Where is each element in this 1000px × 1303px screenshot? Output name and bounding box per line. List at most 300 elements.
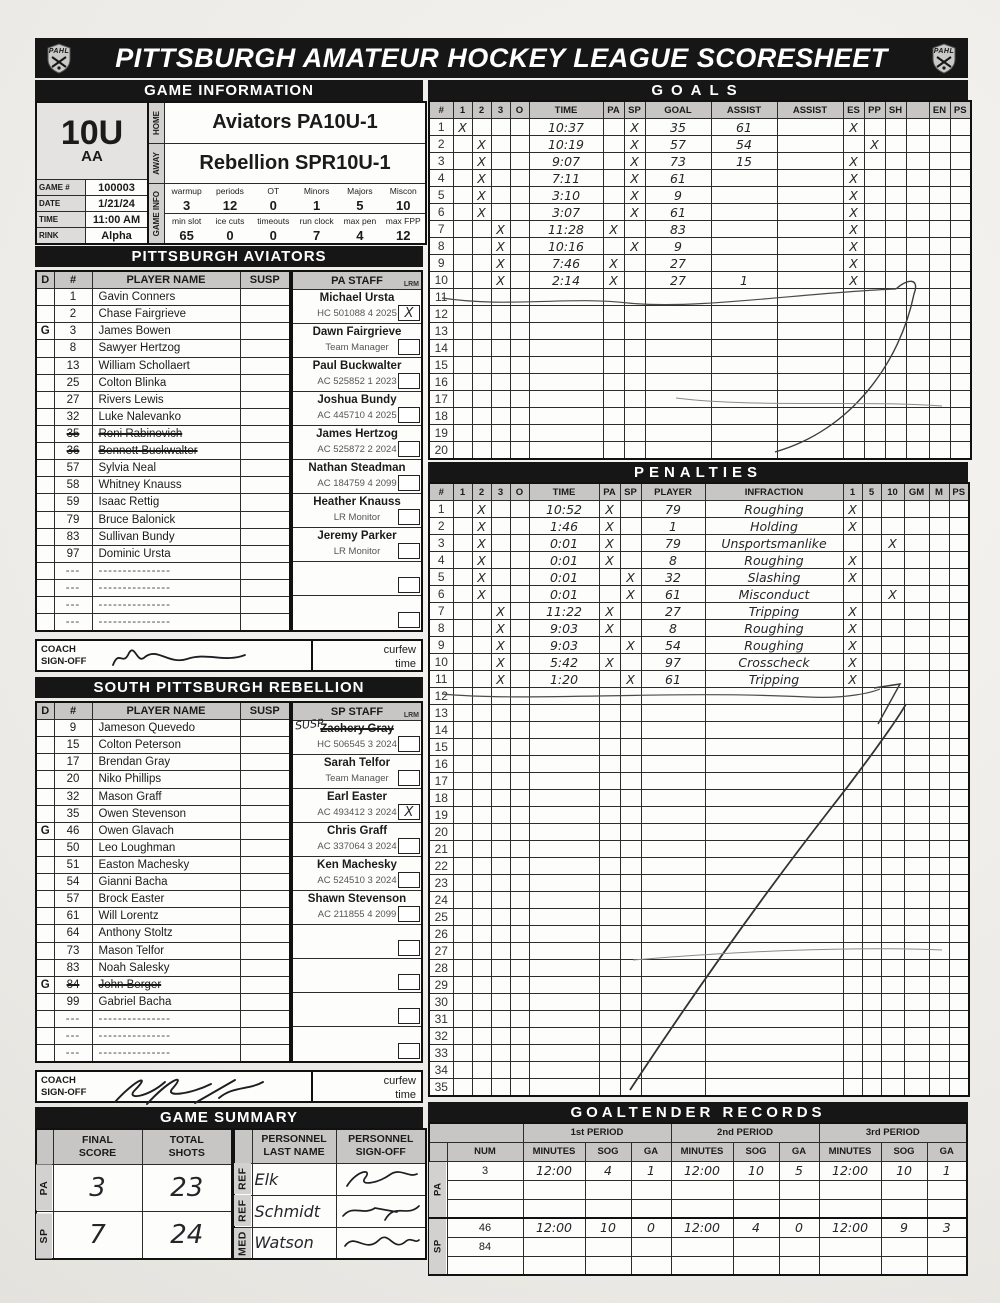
infraction: [705, 926, 843, 943]
assist-2: [777, 238, 843, 255]
penalized-player: [641, 1011, 705, 1028]
player-number: 51: [54, 856, 92, 873]
goals-col-EN: EN: [929, 101, 950, 119]
sp-total-shots: 24: [142, 1212, 232, 1259]
player-name: John Berger: [92, 976, 240, 993]
gt-value: [881, 1199, 927, 1218]
duration-m-mark: [929, 535, 949, 552]
coach-signature: [107, 641, 267, 673]
pa-mark: [599, 756, 620, 773]
player-number: 79: [54, 511, 92, 528]
assist-2: [777, 187, 843, 204]
assist-2: [777, 119, 843, 136]
section-title: GOALTENDER RECORDS: [570, 1104, 826, 1121]
es-mark: X: [843, 153, 864, 170]
game-rule-value: 1: [312, 197, 321, 213]
corner-cell: [429, 1142, 447, 1161]
player-name: ---------------: [92, 1045, 240, 1062]
lrm-checkbox: [398, 305, 420, 321]
game-rule-label: run clock: [299, 215, 334, 226]
goal-scorer: 9: [645, 187, 711, 204]
spacer-cell: [906, 442, 929, 459]
penalty-row-number: 35: [429, 1079, 453, 1096]
period-2-mark: [472, 442, 491, 459]
pp-mark: [864, 323, 885, 340]
staff-entry: [293, 789, 421, 823]
pa-mark: [599, 875, 620, 892]
staff-name: Ken Machesky: [317, 859, 397, 871]
es-mark: [843, 408, 864, 425]
pa-mark: [603, 391, 624, 408]
penalized-player: [641, 1028, 705, 1045]
curfew-time-cell: curfew time: [311, 1070, 423, 1103]
goalie-mark: [36, 289, 54, 306]
duration-5-mark: [862, 552, 881, 569]
duration-m-mark: [929, 1079, 949, 1096]
period3-header: 3rd PERIOD: [819, 1123, 967, 1142]
duration-m-mark: [929, 586, 949, 603]
goal-time: [529, 408, 603, 425]
goal-row: [429, 340, 971, 357]
aviators-roster: [35, 270, 423, 632]
coach-signoff-cell: [35, 639, 311, 672]
infraction: Holding: [705, 518, 843, 535]
ps-mark: [950, 153, 971, 170]
goal-row-number: 3: [429, 153, 453, 170]
penalized-player: [641, 858, 705, 875]
spacer-cell: [906, 391, 929, 408]
pa-mark: [603, 323, 624, 340]
duration-1-mark: X: [843, 569, 862, 586]
penalized-player: [641, 756, 705, 773]
pa-mark: [599, 858, 620, 875]
aviators-staff-header: PA STAFF LRM: [293, 272, 421, 290]
section-title: GAME INFORMATION: [144, 82, 314, 99]
goal-scorer: [645, 374, 711, 391]
section-title: GAME SUMMARY: [159, 1109, 299, 1126]
duration-10-mark: [881, 756, 904, 773]
assist-1: [711, 340, 777, 357]
pa-mark: [603, 204, 624, 221]
pa-mark: [603, 425, 624, 442]
penalized-player: [641, 994, 705, 1011]
sh-mark: [885, 255, 906, 272]
period-3-mark: X: [491, 603, 510, 620]
penalty-row: [429, 1079, 969, 1096]
infraction: [705, 824, 843, 841]
duration-10-mark: [881, 994, 904, 1011]
penalty-row: [429, 603, 969, 620]
home-team-band: [149, 103, 425, 144]
infraction: [705, 1062, 843, 1079]
goal-row: [429, 119, 971, 136]
col-susp: SUSP: [240, 271, 290, 289]
goal-row-number: 14: [429, 340, 453, 357]
duration-5-mark: [862, 790, 881, 807]
en-mark: [929, 221, 950, 238]
sp-mark: [620, 773, 641, 790]
pp-mark: [864, 204, 885, 221]
ps-mark: [950, 272, 971, 289]
duration-10-mark: [881, 858, 904, 875]
penalty-time: [529, 1011, 599, 1028]
duration-gm-mark: [904, 858, 929, 875]
period-1-mark: [453, 272, 472, 289]
duration-m-mark: [929, 858, 949, 875]
pa-mark: [599, 1011, 620, 1028]
en-mark: [929, 408, 950, 425]
ps-mark: [950, 306, 971, 323]
penalties-col-GM: GM: [904, 483, 929, 501]
duration-1-mark: [843, 841, 862, 858]
assist-2: [777, 391, 843, 408]
duration-m-mark: [929, 926, 949, 943]
period-2-mark: [472, 977, 491, 994]
period-1-mark: [453, 136, 472, 153]
ps-mark: [950, 170, 971, 187]
overtime-mark: [510, 943, 529, 960]
ps-mark: [950, 221, 971, 238]
period-1-mark: [453, 569, 472, 586]
penalty-row-number: 27: [429, 943, 453, 960]
staff-entry: [293, 562, 421, 596]
penalty-row-number: 34: [429, 1062, 453, 1079]
penalties-col-O: O: [510, 483, 529, 501]
duration-gm-mark: [904, 1028, 929, 1045]
pa-mark: [603, 340, 624, 357]
penalty-time: 5:42: [529, 654, 599, 671]
player-number: 15: [54, 737, 92, 754]
ps-mark: [950, 136, 971, 153]
duration-m-mark: [929, 824, 949, 841]
referee-signature: [339, 1198, 423, 1224]
goal-row-number: 16: [429, 374, 453, 391]
staff-role: LR Monitor: [333, 512, 381, 523]
gt-value: [927, 1199, 967, 1218]
col-num: #: [54, 702, 92, 720]
staff-entry: [293, 891, 421, 925]
pa-mark: [603, 136, 624, 153]
sp-mark: [620, 790, 641, 807]
period-2-mark: X: [472, 518, 491, 535]
penalty-row-number: 7: [429, 603, 453, 620]
player-number: 20: [54, 771, 92, 788]
roster-row: [36, 374, 290, 391]
goals-col-blank: [906, 101, 929, 119]
goals-col-O: O: [510, 101, 529, 119]
game-rule-value: 0: [269, 197, 277, 213]
goal-scorer: [645, 408, 711, 425]
goal-row: [429, 204, 971, 221]
period-1-mark: [453, 960, 472, 977]
sp-mark: [624, 357, 645, 374]
goals-col-ES: ES: [843, 101, 864, 119]
goalie-number: 46: [447, 1218, 523, 1237]
pa-final-score: 3: [53, 1164, 142, 1211]
player-number: 61: [54, 908, 92, 925]
overtime-mark: [510, 671, 529, 688]
period-1-mark: [453, 739, 472, 756]
player-name: Noah Salesky: [92, 959, 240, 976]
spacer-cell: [906, 289, 929, 306]
goal-row-number: 13: [429, 323, 453, 340]
duration-gm-mark: [904, 926, 929, 943]
goalie-mark: [36, 545, 54, 562]
staff-name: Earl Easter: [326, 791, 388, 803]
duration-gm-mark: [904, 824, 929, 841]
period-3-mark: [491, 119, 510, 136]
en-mark: [929, 170, 950, 187]
section-title: GOALS: [651, 82, 745, 99]
en-mark: [929, 255, 950, 272]
penalty-row-number: 13: [429, 705, 453, 722]
gt-value: [881, 1237, 927, 1256]
penalties-col-PLAYER: PLAYER: [641, 483, 705, 501]
duration-1-mark: [843, 756, 862, 773]
susp-cell: [240, 993, 290, 1010]
gt-value: [881, 1256, 927, 1275]
pa-mark: [603, 153, 624, 170]
goalie-mark: [36, 805, 54, 822]
susp-cell: [240, 477, 290, 494]
duration-10-mark: [881, 977, 904, 994]
col-name: PLAYER NAME: [92, 271, 240, 289]
penalties-col-TIME: TIME: [529, 483, 599, 501]
staff-entry: [293, 290, 421, 324]
lrm-checkbox: [398, 804, 420, 820]
gt-value: 12:00: [819, 1161, 881, 1180]
duration-gm-mark: [904, 1079, 929, 1096]
duration-5-mark: [862, 1079, 881, 1096]
duration-m-mark: [929, 501, 949, 518]
en-mark: [929, 425, 950, 442]
goal-row-number: 7: [429, 221, 453, 238]
spacer-cell: [906, 272, 929, 289]
susp-cell: [240, 959, 290, 976]
sp-mark: X: [624, 136, 645, 153]
period-1-mark: X: [453, 119, 472, 136]
roster-row: [36, 925, 290, 942]
goal-time: [529, 306, 603, 323]
medical-signature: [339, 1230, 423, 1256]
period-1-mark: [453, 204, 472, 221]
goalie-mark: G: [36, 323, 54, 340]
penalized-player: [641, 773, 705, 790]
es-mark: [843, 374, 864, 391]
period-2-mark: X: [472, 501, 491, 518]
title-bar: [35, 38, 968, 78]
sp-mark: [624, 391, 645, 408]
en-mark: [929, 272, 950, 289]
duration-ps-mark: [949, 739, 969, 756]
period-1-mark: [453, 1062, 472, 1079]
goalie-mark: [36, 737, 54, 754]
goal-row-number: 11: [429, 289, 453, 306]
penalized-player: [641, 943, 705, 960]
duration-10-mark: [881, 1079, 904, 1096]
pa-mark: X: [599, 620, 620, 637]
gt-value: [927, 1237, 967, 1256]
duration-gm-mark: [904, 756, 929, 773]
gt-value: [779, 1256, 819, 1275]
period-1-mark: [453, 289, 472, 306]
period-1-mark: [453, 535, 472, 552]
penalty-row-number: 1: [429, 501, 453, 518]
duration-1-mark: X: [843, 671, 862, 688]
sp-mark: X: [624, 187, 645, 204]
sp-mark: [620, 1079, 641, 1096]
duration-5-mark: [862, 977, 881, 994]
period-3-mark: [491, 824, 510, 841]
period-2-mark: [472, 119, 491, 136]
duration-gm-mark: [904, 1045, 929, 1062]
lrm-checkbox: [398, 872, 420, 888]
period-1-mark: [453, 374, 472, 391]
period-3-mark: X: [491, 654, 510, 671]
susp-cell: [240, 822, 290, 839]
penalties-col-1: 1: [453, 483, 472, 501]
goal-time: [529, 425, 603, 442]
player-name: Anthony Stoltz: [92, 925, 240, 942]
game-rule-label: ice cuts: [215, 215, 245, 226]
personnel-name-col: PERSONNEL LAST NAME: [252, 1129, 336, 1163]
penalty-row: [429, 620, 969, 637]
infraction: Roughing: [705, 620, 843, 637]
period-1-mark: [453, 603, 472, 620]
roster-row: [36, 1028, 290, 1045]
penalty-row-number: 12: [429, 688, 453, 705]
player-number: 36: [54, 443, 92, 460]
sp-mark: [620, 943, 641, 960]
duration-5-mark: [862, 569, 881, 586]
penalty-row: [429, 994, 969, 1011]
player-name: Chase Fairgrieve: [92, 306, 240, 323]
duration-1-mark: [843, 858, 862, 875]
col-d: D: [36, 702, 54, 720]
duration-gm-mark: [904, 654, 929, 671]
staff-entry: [293, 392, 421, 426]
duration-10-mark: [881, 960, 904, 977]
goal-scorer: 57: [645, 136, 711, 153]
player-name: Bruce Balonick: [92, 511, 240, 528]
rink-row: [37, 228, 147, 243]
period-1-mark: [453, 637, 472, 654]
roster-row: [36, 425, 290, 442]
game-rule-label: timeouts: [257, 215, 290, 226]
staff-entry: [293, 755, 421, 789]
goal-time: 9:07: [529, 153, 603, 170]
player-name: ---------------: [92, 614, 240, 631]
staff-entry: [293, 494, 421, 528]
pp-mark: [864, 425, 885, 442]
pa-mark: [599, 688, 620, 705]
player-number: 84: [54, 976, 92, 993]
ref2-signature-cell: [336, 1195, 426, 1227]
penalty-time: [529, 1062, 599, 1079]
pa-mark: [599, 960, 620, 977]
pa-mark: X: [599, 501, 620, 518]
overtime-mark: [510, 119, 529, 136]
gt-value: [779, 1199, 819, 1218]
susp-cell: [240, 511, 290, 528]
goal-row-number: 18: [429, 408, 453, 425]
goal-row: [429, 221, 971, 238]
es-mark: X: [843, 170, 864, 187]
duration-5-mark: [862, 654, 881, 671]
goals-col-ASSIST: ASSIST: [711, 101, 777, 119]
aviators-coach-row: [35, 639, 423, 672]
goal-scorer: 83: [645, 221, 711, 238]
overtime-mark: [510, 977, 529, 994]
spacer-cell: [906, 170, 929, 187]
roster-row: [36, 805, 290, 822]
goal-time: 2:14: [529, 272, 603, 289]
penalty-row-number: 21: [429, 841, 453, 858]
duration-1-mark: [843, 722, 862, 739]
player-number: 17: [54, 754, 92, 771]
game-summary-header: [35, 1107, 423, 1128]
duration-10-mark: [881, 722, 904, 739]
infraction: [705, 1079, 843, 1096]
duration-m-mark: [929, 1062, 949, 1079]
duration-ps-mark: [949, 756, 969, 773]
goalie-number: 84: [447, 1237, 523, 1256]
gt-value: [585, 1180, 631, 1199]
pa-mark: X: [603, 272, 624, 289]
spacer-cell: [906, 408, 929, 425]
staff-entry: [293, 993, 421, 1027]
penalty-row-number: 28: [429, 960, 453, 977]
ps-mark: [950, 408, 971, 425]
es-mark: X: [843, 255, 864, 272]
duration-1-mark: X: [843, 518, 862, 535]
es-mark: X: [843, 119, 864, 136]
period-1-mark: [453, 323, 472, 340]
sp-mark: X: [624, 153, 645, 170]
pa-mark: [599, 841, 620, 858]
game-rule-value: 0: [226, 227, 234, 243]
staff-name: Michael Ursta: [319, 292, 395, 304]
goalie-mark: [36, 959, 54, 976]
goal-time: [529, 340, 603, 357]
penalty-row-number: 33: [429, 1045, 453, 1062]
sh-mark: [885, 425, 906, 442]
gt-value: [671, 1256, 733, 1275]
section-title: PITTSBURGH AVIATORS: [131, 248, 327, 265]
period-2-mark: [472, 221, 491, 238]
sp-mark: X: [624, 119, 645, 136]
penalty-row: [429, 654, 969, 671]
goaltender-row: [429, 1161, 967, 1180]
goalie-mark: [36, 306, 54, 323]
infraction: [705, 977, 843, 994]
pp-mark: [864, 306, 885, 323]
sp-mark: [624, 255, 645, 272]
overtime-mark: [510, 306, 529, 323]
goalie-mark: [36, 425, 54, 442]
period-3-mark: [491, 204, 510, 221]
assist-1: [711, 323, 777, 340]
penalty-row-number: 2: [429, 518, 453, 535]
penalty-row-number: 29: [429, 977, 453, 994]
penalized-player: 79: [641, 535, 705, 552]
susp-cell: [240, 788, 290, 805]
sp-mark: [620, 824, 641, 841]
home-label: HOME: [152, 110, 161, 135]
duration-5-mark: [862, 535, 881, 552]
period-2-mark: [472, 272, 491, 289]
gt-value: [927, 1256, 967, 1275]
